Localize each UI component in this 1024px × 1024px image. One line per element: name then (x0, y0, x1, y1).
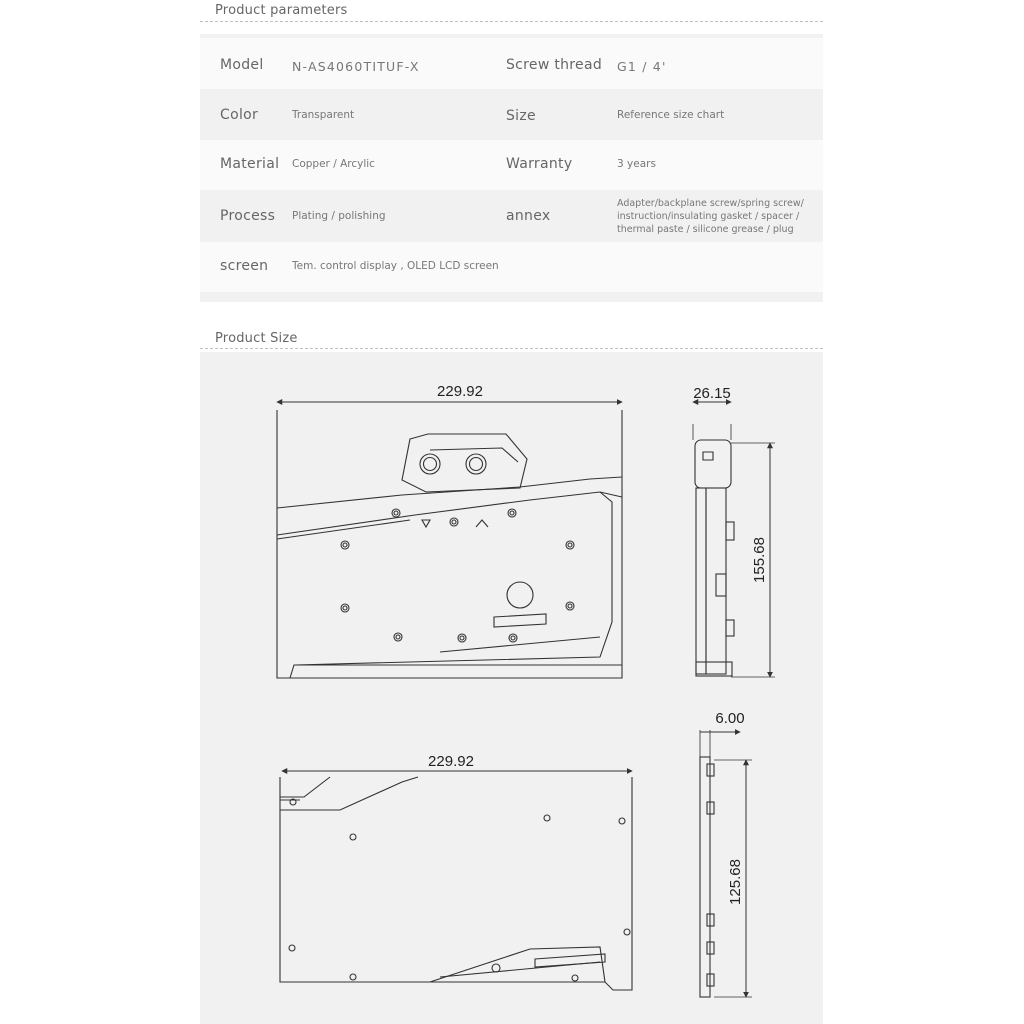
side-height-dimension (751, 443, 770, 677)
annex-label: annex (506, 208, 551, 224)
side-height-label: 155.68 (751, 537, 768, 583)
front-width-label: 229.92 (437, 383, 483, 400)
material-value: Copper / Arcylic (292, 158, 375, 170)
color-label: Color (220, 107, 259, 123)
cover-top-edge (277, 477, 622, 508)
back-thickness-label: 6.00 (715, 710, 745, 727)
screw-thread-value: G1 / 4' (617, 59, 667, 74)
terminal-block-edge (430, 448, 518, 462)
side-terminal (695, 440, 731, 488)
side-plate (696, 488, 706, 674)
table-row-material (200, 140, 823, 190)
annex-line-1: Adapter/backplane screw/spring screw/ (617, 198, 804, 209)
front-width-dimension (277, 383, 622, 402)
back-view (280, 777, 632, 990)
size-label: Size (506, 108, 536, 124)
side-fitting-1 (726, 522, 734, 540)
params-section-title: Product parameters (215, 3, 348, 18)
back-width-label: 229.92 (428, 753, 474, 770)
model-label: Model (220, 57, 264, 73)
process-label: Process (220, 208, 276, 224)
warranty-label: Warranty (506, 156, 573, 172)
logo-plate (494, 614, 546, 627)
terminal-block (402, 434, 527, 492)
table-row-color (200, 89, 823, 140)
side-fitting-3 (726, 620, 734, 636)
back-width-dimension (282, 753, 632, 771)
flow-out-arrow-icon (476, 520, 488, 527)
flow-in-arrow-icon (422, 520, 430, 527)
back-thickness-dimension (700, 710, 745, 732)
center-fitting-icon (507, 582, 533, 608)
back-logo-plate (535, 954, 605, 967)
cover-bevel-inner (277, 520, 410, 539)
product-size-panel (200, 352, 823, 1024)
back-brand-icon (492, 964, 500, 972)
annex-line-3: thermal paste / silicone grease / plug (617, 224, 794, 235)
table-row-screen (200, 242, 823, 292)
warranty-value: 3 years (617, 158, 656, 170)
model-value: N-AS4060TITUF-X (292, 59, 420, 74)
back-top-bevel (280, 777, 330, 797)
back-side-view (700, 730, 752, 997)
front-view (277, 410, 622, 678)
table-row-process (200, 190, 823, 242)
annex-value (617, 197, 804, 236)
annex-line-2: instruction/insulating gasket / spacer / (617, 211, 800, 222)
process-value: Plating / polishing (292, 210, 386, 222)
front-bottom-edge (277, 665, 622, 678)
screw-thread-label: Screw thread (506, 57, 603, 73)
side-thickness-label: 26.15 (693, 385, 731, 402)
front-screws (341, 509, 574, 642)
screen-label: screen (220, 258, 269, 274)
back-height-label: 125.68 (727, 859, 744, 905)
front-outline (277, 410, 622, 678)
color-value: Transparent (292, 109, 355, 121)
size-divider (200, 348, 823, 349)
back-outline (280, 777, 632, 990)
backplate-profile (700, 757, 710, 997)
cover-bevel (277, 492, 622, 535)
dimension-drawing (200, 352, 823, 1024)
material-label: Material (220, 156, 280, 172)
side-fitting-2 (716, 574, 726, 596)
side-thickness-dimension (693, 385, 731, 402)
outlet-port-inner (470, 458, 483, 471)
size-value: Reference size chart (617, 109, 725, 121)
back-top-edge (280, 777, 418, 810)
back-height-dimension (727, 760, 746, 997)
product-parameters-table (200, 34, 823, 302)
params-divider (200, 21, 823, 22)
back-screws (289, 799, 630, 981)
side-port-icon (703, 452, 713, 460)
screen-value: Tem. control display , OLED LCD screen (292, 260, 499, 272)
table-row-model (200, 38, 823, 89)
inlet-port-inner (424, 458, 437, 471)
size-section-title: Product Size (215, 331, 298, 346)
